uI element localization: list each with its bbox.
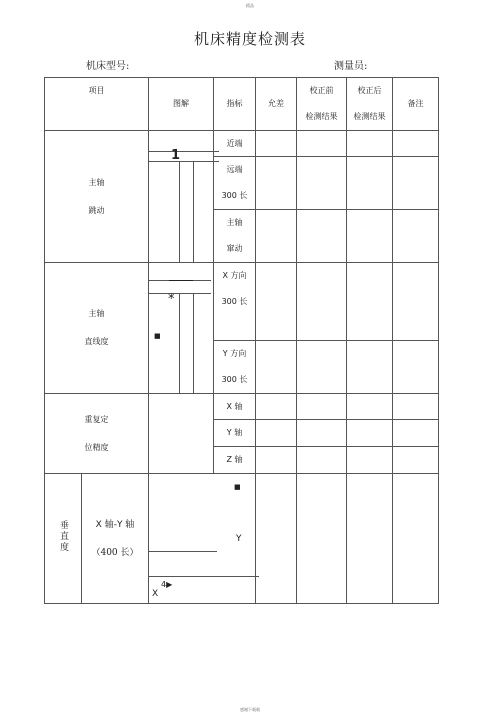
col-after-line2: 检测结果 bbox=[353, 112, 386, 121]
diagram-glyph: 1 bbox=[171, 148, 181, 163]
indicator-line: 300 长 bbox=[221, 191, 248, 200]
item-line: 跳动 bbox=[88, 205, 105, 215]
cell bbox=[347, 447, 393, 474]
diagram-glyph: ■ bbox=[234, 483, 241, 491]
indicator-line: X 方向 bbox=[222, 271, 247, 280]
diagram-glyph: ■ bbox=[154, 332, 161, 340]
indicator-x-axis: X 轴 bbox=[214, 394, 256, 420]
col-after bbox=[347, 78, 393, 131]
indicator-line: 主轴 bbox=[226, 218, 243, 227]
col-before bbox=[297, 78, 347, 131]
indicator-line: Y 方向 bbox=[222, 349, 247, 358]
col-remarks: 备注 bbox=[393, 78, 439, 131]
cell bbox=[256, 131, 297, 157]
item-line: 主轴 bbox=[88, 177, 105, 187]
cell bbox=[347, 210, 393, 263]
cell bbox=[347, 341, 393, 394]
diagram-perpendicularity bbox=[149, 474, 256, 604]
item-line: 位精度 bbox=[84, 442, 109, 452]
col-indicator: 指标 bbox=[214, 78, 256, 131]
cell bbox=[256, 341, 297, 394]
cell bbox=[393, 474, 439, 604]
indicator-near: 近端 bbox=[214, 131, 256, 157]
cell bbox=[393, 210, 439, 263]
cell bbox=[297, 474, 347, 604]
table-row bbox=[45, 474, 439, 604]
footer-mark: 感谢下载载 bbox=[240, 707, 260, 712]
indicator-line: 300 长 bbox=[221, 297, 248, 306]
cell bbox=[297, 263, 347, 341]
cell bbox=[393, 157, 439, 210]
col-before-line1: 校正前 bbox=[309, 86, 334, 95]
indicator-line: 300 长 bbox=[221, 375, 248, 384]
indicator-y-dir bbox=[214, 341, 256, 394]
header-row bbox=[45, 78, 439, 131]
diagram-glyph: * bbox=[168, 292, 175, 307]
cell bbox=[347, 157, 393, 210]
cell bbox=[393, 420, 439, 447]
cell bbox=[297, 447, 347, 474]
cell bbox=[256, 420, 297, 447]
diagram-glyph: Y bbox=[236, 534, 242, 544]
indicator-line: 远端 bbox=[226, 165, 243, 174]
inspection-table bbox=[44, 77, 439, 604]
indicator-axial bbox=[214, 210, 256, 263]
col-after-line1: 校正后 bbox=[357, 86, 382, 95]
cell bbox=[297, 157, 347, 210]
table-row bbox=[45, 131, 439, 157]
diagram-spindle-straightness bbox=[149, 263, 214, 394]
indicator-far bbox=[214, 157, 256, 210]
item-perpendicularity-axes bbox=[82, 474, 149, 604]
item-line: 主轴 bbox=[88, 309, 105, 318]
item-repeat-positioning bbox=[45, 394, 149, 474]
cell bbox=[256, 157, 297, 210]
cell bbox=[297, 394, 347, 420]
cell bbox=[393, 394, 439, 420]
cell bbox=[393, 131, 439, 157]
item-spindle-straightness bbox=[45, 263, 149, 394]
item-vertical-label: 垂直度 bbox=[58, 519, 68, 553]
cell bbox=[347, 474, 393, 604]
table-row bbox=[45, 394, 439, 420]
cell bbox=[393, 341, 439, 394]
cell bbox=[347, 263, 393, 341]
col-item: 项目 bbox=[45, 78, 149, 131]
diagram-repeat-positioning bbox=[149, 394, 214, 474]
item-line: （400 长） bbox=[91, 547, 139, 558]
cell bbox=[347, 394, 393, 420]
cell bbox=[393, 263, 439, 341]
diagram-glyph: 4▶ bbox=[161, 580, 173, 589]
item-spindle-runout bbox=[45, 131, 149, 263]
diagram-spindle-runout bbox=[149, 131, 214, 263]
cell bbox=[256, 210, 297, 263]
cell bbox=[297, 210, 347, 263]
cell bbox=[297, 341, 347, 394]
indicator-y-axis: Y 轴 bbox=[214, 420, 256, 447]
cell bbox=[256, 263, 297, 341]
col-before-line2: 检测结果 bbox=[305, 112, 338, 121]
cell bbox=[256, 447, 297, 474]
cell bbox=[256, 394, 297, 420]
item-line: 重复定 bbox=[84, 414, 109, 424]
page-title: 机床精度检测表 bbox=[193, 30, 306, 48]
cell bbox=[347, 131, 393, 157]
cell bbox=[256, 474, 297, 604]
cell bbox=[347, 420, 393, 447]
indicator-z-axis: Z 轴 bbox=[214, 447, 256, 474]
indicator-x-dir bbox=[214, 263, 256, 341]
table-row bbox=[45, 263, 439, 341]
header-mark: 精品 bbox=[246, 3, 254, 8]
item-perpendicularity bbox=[45, 474, 82, 604]
cell bbox=[393, 447, 439, 474]
col-diagram: 图解 bbox=[149, 78, 214, 131]
indicator-line: 窜动 bbox=[226, 244, 243, 253]
cell bbox=[297, 131, 347, 157]
machine-model-label: 机床型号: bbox=[86, 61, 130, 72]
col-tolerance: 允差 bbox=[256, 78, 297, 131]
item-line: X 轴-Y 轴 bbox=[95, 519, 135, 530]
inspector-label: 测量员: bbox=[334, 61, 368, 72]
cell bbox=[297, 420, 347, 447]
diagram-glyph: X bbox=[152, 589, 159, 599]
item-line: 直线度 bbox=[84, 337, 109, 346]
